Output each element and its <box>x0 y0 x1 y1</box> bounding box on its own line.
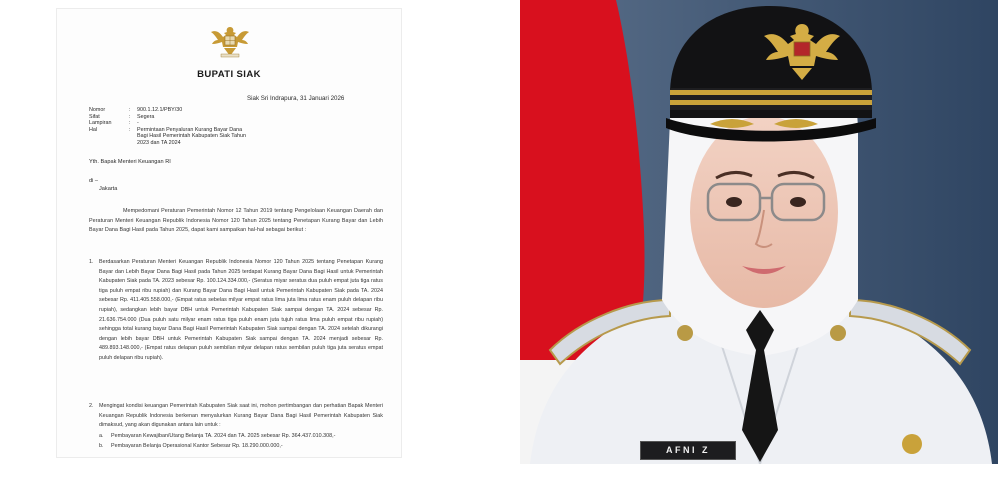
letter-heading: BUPATI SIAK <box>197 69 261 80</box>
letter-subpoint-b: b. Pembayaran Belanja Operasional Kantor Sebesar Rp. 18.290.000.000,- <box>99 443 283 449</box>
meta-row-nomor: Nomor : 900.1.12.1/PBY/30 <box>89 107 183 113</box>
letter-point-2: 2. Mengingat kondisi keuangan Pemerintah Kabupaten Siak saat ini, mohon pertimbangan dan perhatian Bapak Menteri Keuangan Republik Indonesia berkenan menyalurkan Kurang Bayar Dana Bagi Hasil Pemerintah Kabupaten Siak dimaksud, yang akan digunakan antara lain untuk : <box>89 403 383 429</box>
meta-row-lampiran: Lampiran : - <box>89 120 139 127</box>
official-letter <box>56 8 402 458</box>
portrait-illustration <box>520 0 998 464</box>
collar-pin-right-icon <box>830 325 846 341</box>
chest-badge-icon <box>902 434 922 454</box>
collar-pin-left-icon <box>677 325 693 341</box>
name-tag: AFNI Z <box>640 441 736 460</box>
letter-recipient: Yth. Bapak Menteri Keuangan RI <box>89 159 171 165</box>
meta-row-sifat: Sifat : Segera <box>89 113 155 120</box>
letter-meta <box>89 107 277 147</box>
letter-date: Siak Sri Indrapura, 31 Januari 2026 <box>247 95 345 102</box>
garuda-emblem-icon <box>210 23 250 59</box>
letter-address: di – Jakarta <box>89 178 118 192</box>
letter-intro: Mempedomani Peraturan Pemerintah Nomor 12 Tahun 2019 tentang Pengelolaan Keuangan Daerah dan Peraturan Menteri Keuangan Republik Indonesia Nomor 120 Tahun 2025 tentang Penetapan Kurang Bayar dan Lebih Bayar Dana Bagi Hasil pada Tahun 2025, dapat kami sampaikan hal-hal sebagai berikut : <box>89 208 383 234</box>
letter-point-1: 1. Berdasarkan Peraturan Menteri Keuangan Republik Indonesia Nomor 120 Tahun 2025 tentang Penetapan Kurang Bayar dan Lebih Bayar Dana Bagi Hasil pada Tahun 2025 terdapat Kurang Bayar Dana Bagi Hasil untuk Pemerintah Kabupaten Siak pada TA. 2023 sebesar Rp. 100.124.334.000,- (Seratus miyar seratus dua puluh empat juta tiga ratus tiga puluh empat ribu rupiah) dan Kurang Bayar Dana Bagi Hasil untuk Pemerintah Kabupaten Siak pada TA. 2024 sebesar Rp. 411.405.558.000,- (Empat ratus sebelas milyar empat ratus lima juta lima ratus enam puluh delapan ribu rupiah), sedangkan lebih bayar DBH untuk Pemerintah Kabupaten Siak sampai dengan TA. 2024 sebesar Rp. 21.636.754.000 (Dua puluh satu milyar enam ratus tiga puluh enam juta tujuh ratus lima puluh empat ribu rupiah) sehingga total kurang bayar Dana Bagi Hasil Pemerintah Kabupaten Siak sampai dengan TA. 2024 setelah dikurangi dengan lebih bayar DBH untuk Pemerintah Kabupaten Siak sampai dengan TA. 2024 menjadi sebesar Rp. 489.893.148.000,- (Empat ratus delapan puluh sembilan milyar delapan ratus sembilan puluh tiga juta seratus empat puluh delapan ribu rupiah). <box>89 259 383 361</box>
letter-subpoint-a: a. Pembayaran Kewajiban/Utang Belanja TA. 2024 dan TA. 2025 sebesar Rp. 364.437.010.308,- <box>99 433 336 439</box>
official-portrait <box>520 0 998 464</box>
meta-row-hal: Hal : Permintaan Penyaluran Kurang Bayar Dana Bagi Hasil Pemerintah Kabupaten Siak Tahun 2023 dan TA 2024 <box>89 126 246 146</box>
